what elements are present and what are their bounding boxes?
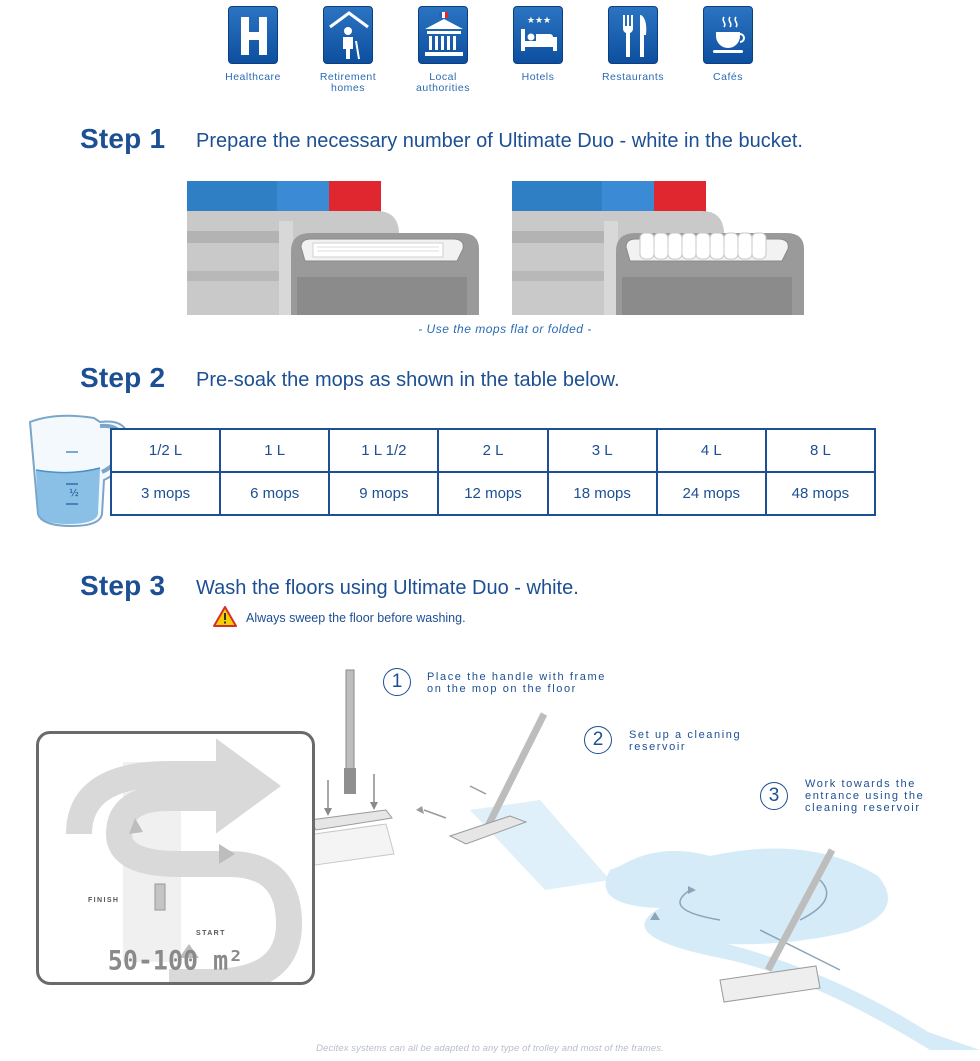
table-cell-volume: 4 L: [657, 429, 766, 472]
step1-instruction: Prepare the necessary number of Ultimate Duo - white in the bucket.: [196, 130, 803, 152]
bucket-folded-mops-illustration: [512, 181, 804, 315]
jug-half-mark: ½: [69, 488, 79, 499]
sector-retirement-homes: [300, 6, 396, 94]
presoak-table: [110, 428, 876, 516]
sweep-warning-text: Always sweep the floor before washing.: [246, 611, 466, 625]
sector-healthcare: [205, 6, 301, 83]
table-cell-volume: 8 L: [766, 429, 875, 472]
table-cell-mops: 48 mops: [766, 472, 875, 515]
sector-cafes: [680, 6, 776, 83]
coverage-area-text: 50-100 m²: [107, 945, 244, 976]
step2-label: Step 2: [80, 362, 166, 393]
sector-hotels: [490, 6, 586, 83]
elderly-person-icon: [323, 6, 373, 64]
step3-instruction: Wash the floors using Ultimate Duo - white.: [196, 577, 579, 599]
instruction-text-1: Place the handle with frame on the mop on the floor: [427, 671, 606, 695]
table-cell-mops: 18 mops: [548, 472, 657, 515]
table-cell-mops: 9 mops: [329, 472, 438, 515]
table-cell-volume: 2 L: [438, 429, 547, 472]
finish-label: FINISH: [88, 897, 120, 904]
table-cell-volume: 1/2 L: [111, 429, 220, 472]
table-cell-mops: 12 mops: [438, 472, 547, 515]
sector-label: Hotels: [521, 71, 555, 83]
step2-instruction: Pre-soak the mops as shown in the table below.: [196, 369, 620, 391]
table-cell-volume: 1 L: [220, 429, 329, 472]
warning-icon: [213, 606, 237, 627]
step1-label: Step 1: [80, 123, 166, 154]
table-cell-volume: 1 L 1/2: [329, 429, 438, 472]
sector-local-authorities: [395, 6, 491, 94]
start-label: START: [196, 930, 226, 937]
bucket-flat-mops-illustration: [187, 181, 479, 315]
instruction-text-2: Set up a cleaning reservoir: [629, 729, 742, 753]
sector-restaurants: [585, 6, 681, 83]
sector-label: Local authorities: [416, 71, 470, 94]
svg-text:★★★: ★★★: [526, 16, 552, 26]
mops-flat-or-folded-note: - Use the mops flat or folded -: [418, 322, 592, 336]
table-cell-mops: 6 mops: [220, 472, 329, 515]
table-row-mops: [111, 472, 875, 515]
hospital-h-icon: [228, 6, 278, 64]
sector-label: Healthcare: [225, 71, 281, 83]
step3-label: Step 3: [80, 570, 166, 601]
sector-icons-row: [205, 6, 765, 102]
fork-knife-icon: [608, 6, 658, 64]
coffee-cup-icon: [703, 6, 753, 64]
instruction-text-3: Work towards the entrance using the cleaning reservoir: [805, 778, 925, 814]
table-cell-mops: 24 mops: [657, 472, 766, 515]
hotel-bed-icon: [513, 6, 563, 64]
sector-label: Cafés: [713, 71, 743, 83]
instruction-number-3: 3: [760, 782, 788, 810]
footer-note: Decitex systems can all be adapted to any type of trolley and most of the frames.: [316, 1043, 664, 1054]
instruction-number-1: 1: [383, 668, 411, 696]
table-cell-volume: 3 L: [548, 429, 657, 472]
sector-label: Restaurants: [601, 71, 665, 83]
table-cell-mops: 3 mops: [111, 472, 220, 515]
instruction-number-2: 2: [584, 726, 612, 754]
table-row-volumes: [111, 429, 875, 472]
sector-label: Retirement homes: [319, 71, 377, 94]
town-hall-icon: [418, 6, 468, 64]
